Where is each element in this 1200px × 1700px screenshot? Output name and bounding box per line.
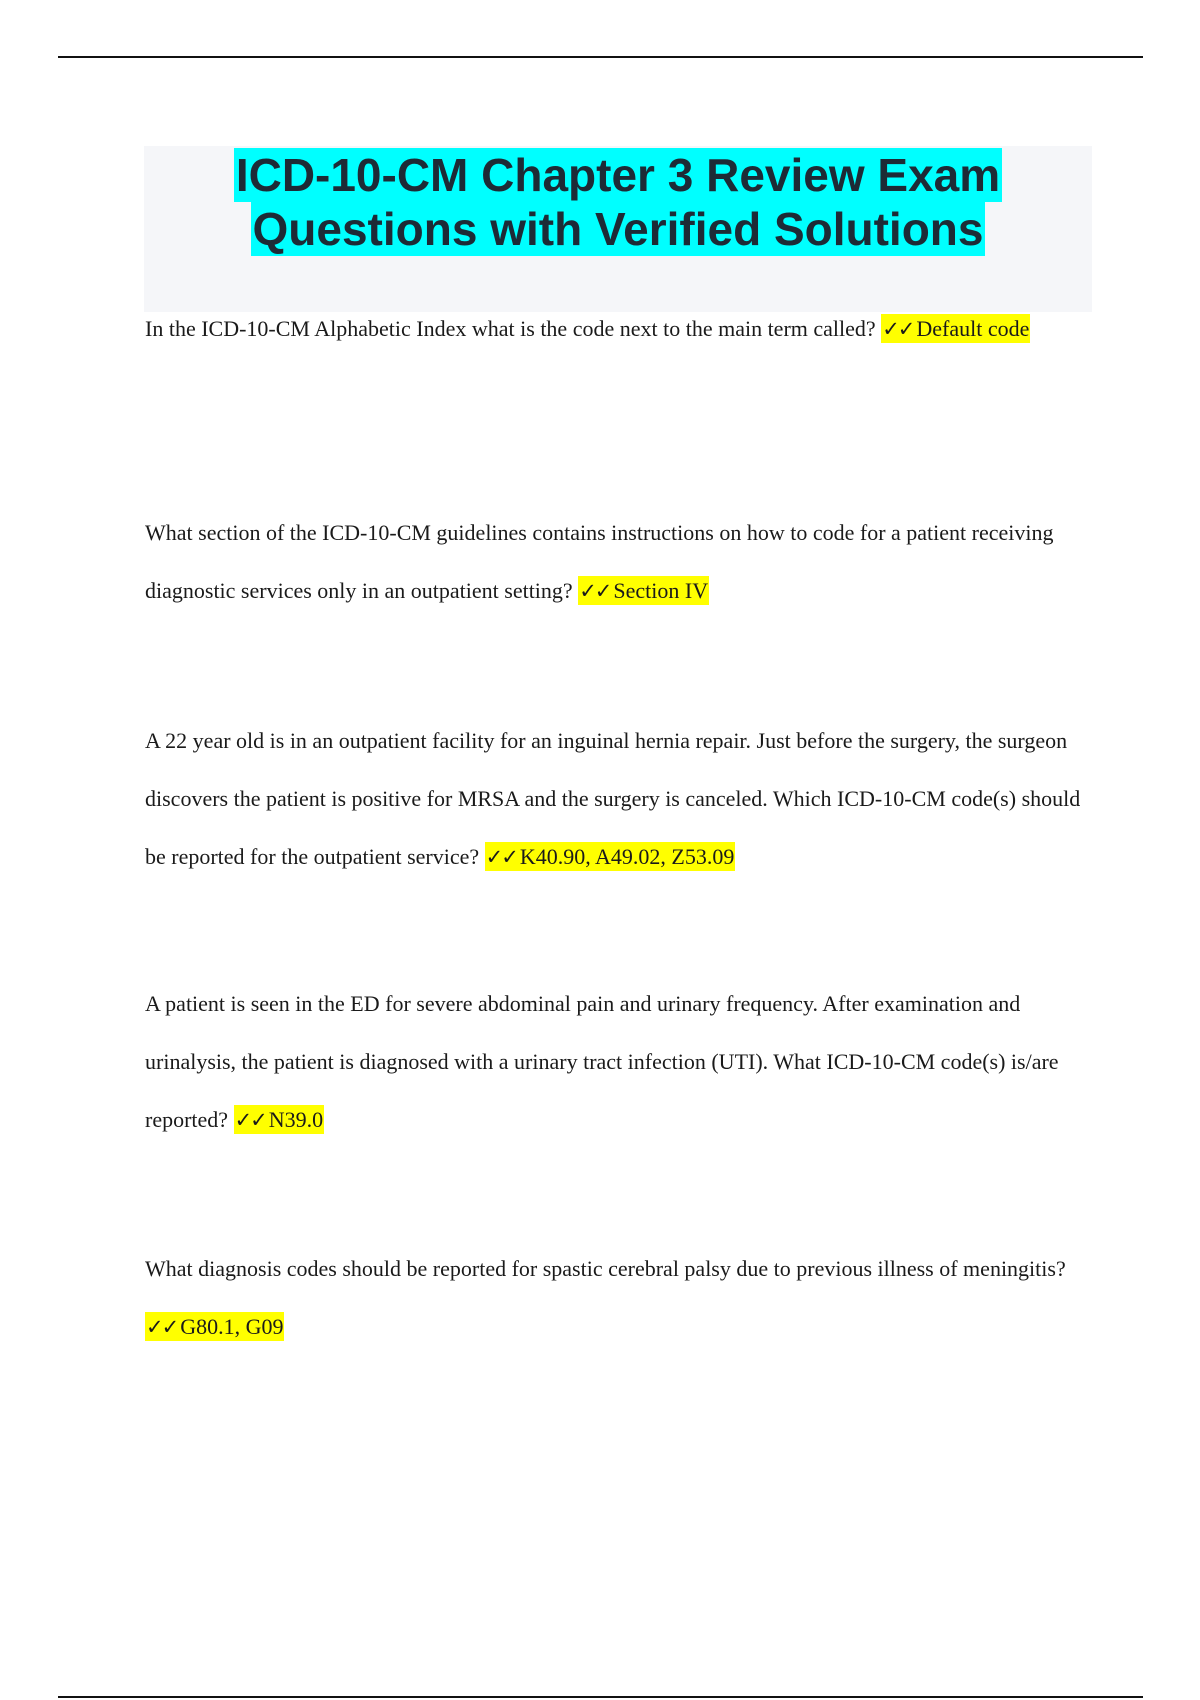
qa-item-4 [145,975,1090,1149]
page-title-line-2: Questions with Verified Solutions [252,203,984,255]
qa-item-3 [145,712,1090,886]
bottom-rule [58,1696,1143,1698]
question-text: In the ICD-10-CM Alphabetic Index what is the code next to the main term called? [145,316,876,341]
answer-highlight [234,1105,325,1134]
page-title-line-1: ICD-10-CM Chapter 3 Review Exam [235,149,1001,201]
top-rule [58,56,1143,58]
title-block [144,146,1092,312]
question-text: A patient is seen in the ED for severe abdominal pain and urinary frequency. After examination and urinalysis, the patient is diagnosed with a urinary tract infection (UTI). What ICD-10-CM code(s) is/are reported? [145,991,1059,1132]
question-text: What section of the ICD-10-CM guidelines contains instructions on how to code for a patient receiving diagnostic services only in an outpatient setting? [145,520,1054,603]
answer-highlight [881,314,1030,343]
question-text: A 22 year old is in an outpatient facility for an inguinal hernia repair. Just before the surgery, the surgeon discovers the patient is positive for MRSA and the surgery is canceled. Which ICD-10-CM code(s) should be reported for the outpatient service? [145,728,1081,869]
answer-highlight [145,1312,284,1341]
answer-text: G80.1, G09 [180,1314,284,1339]
question-text: What diagnosis codes should be reported for spastic cerebral palsy due to previous illness of meningitis? [145,1256,1066,1281]
double-check-icon: ✓✓ [579,579,611,603]
double-check-icon: ✓✓ [485,845,517,869]
answer-text: Section IV [613,578,709,603]
answer-text: N39.0 [268,1107,324,1132]
qa-item-5 [145,1240,1090,1356]
answer-text: Default code [916,316,1030,341]
answer-text: K40.90, A49.02, Z53.09 [519,844,735,869]
qa-item-2 [145,504,1090,620]
qa-item-1 [145,300,1090,358]
double-check-icon: ✓✓ [234,1108,266,1132]
answer-highlight [485,842,736,871]
double-check-icon: ✓✓ [146,1315,178,1339]
double-check-icon: ✓✓ [882,317,914,341]
answer-highlight [578,576,709,605]
